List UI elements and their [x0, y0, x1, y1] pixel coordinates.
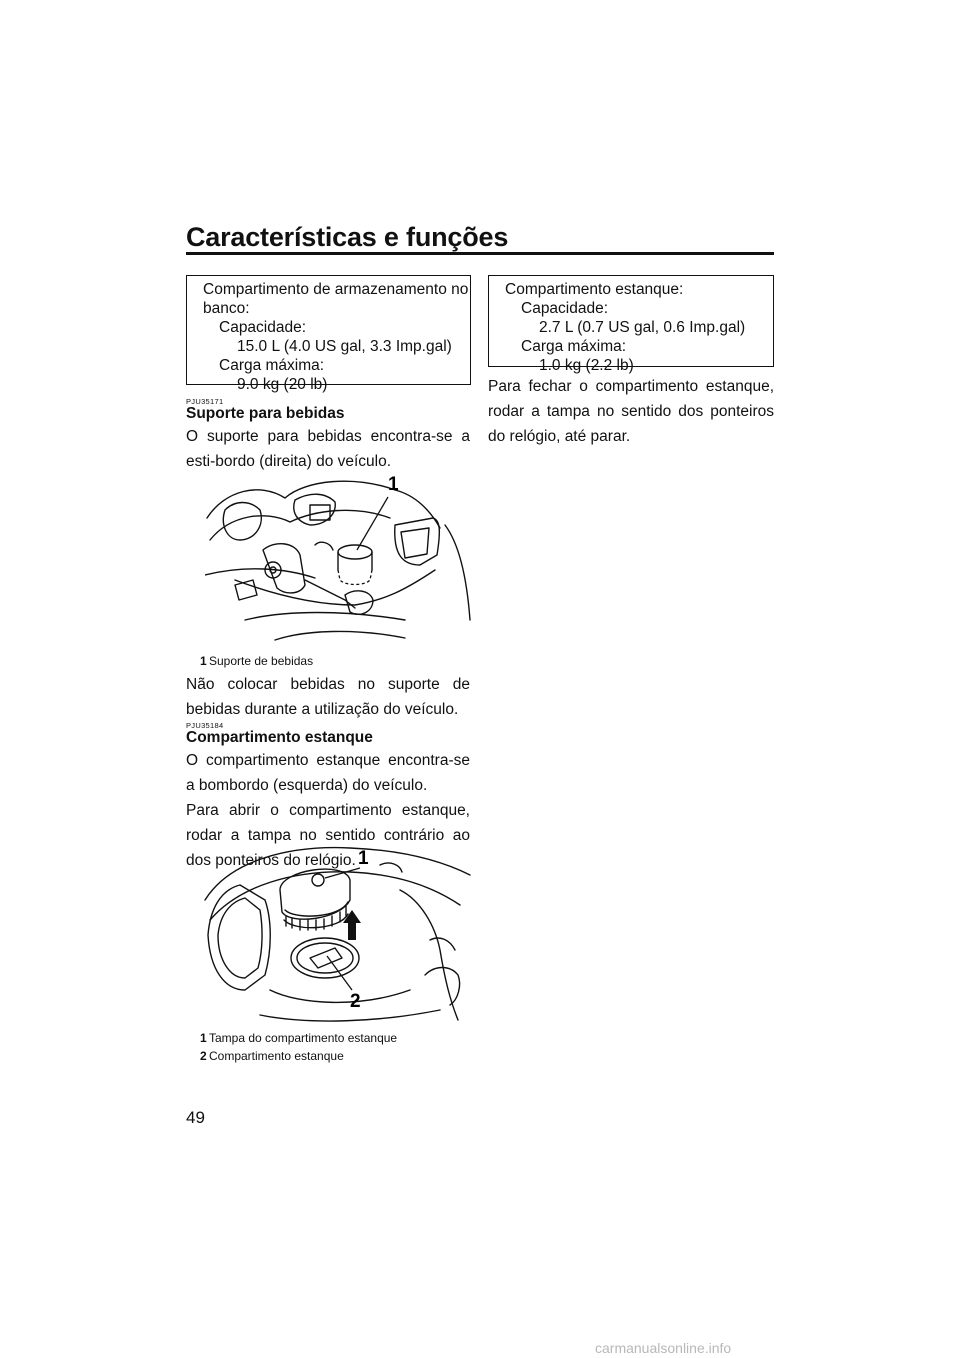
spec-line: Compartimento estanque: [505, 281, 684, 298]
cup-holder-illustration [205, 470, 473, 645]
spec-load-value: 9.0 kg (20 lb) [237, 376, 328, 393]
figure-caption [200, 1029, 397, 1065]
caption-number: 2 [200, 1049, 207, 1063]
section-code: PJU35184 [186, 721, 224, 730]
spec-line: Compartimento de armazenamento no [203, 281, 469, 298]
callout-number: 2 [350, 991, 361, 1012]
spec-line: banco: [203, 300, 250, 317]
title-rule [186, 252, 774, 255]
paragraph: O suporte para bebidas encontra-se a esti-bordo (direita) do veículo. [186, 428, 470, 470]
caption-text: Compartimento estanque [209, 1049, 344, 1063]
spec-capacity-label: Capacidade: [219, 319, 307, 336]
watertight-spec-box [488, 275, 774, 374]
caption-text: Tampa do compartimento estanque [209, 1031, 398, 1045]
page-title: Características e funções [186, 222, 509, 252]
paragraph: Para fechar o compartimento estanque, rodar a tampa no sentido dos ponteiros do relógio, até parar. [488, 378, 774, 445]
paragraph: Para abrir o compartimento estanque, rodar a tampa no sentido contrário ao dos ponteiros do relógio. [186, 802, 470, 869]
caption-number: 1 [200, 1031, 207, 1045]
seat-storage-spec-box [186, 275, 471, 393]
paragraph: Não colocar bebidas no suporte de bebidas durante a utilização do veículo. [186, 676, 470, 718]
spec-capacity-value: 2.7 L (0.7 US gal, 0.6 Imp.gal) [539, 319, 746, 336]
spec-load-label: Carga máxima: [219, 357, 325, 374]
figure-caption [200, 652, 313, 670]
spec-capacity-label: Capacidade: [521, 300, 609, 317]
callout-number: 1 [358, 848, 369, 869]
spec-load-value: 1.0 kg (2.2 lb) [539, 357, 634, 374]
watermark: carmanualsonline.info [595, 1340, 732, 1356]
page-number: 49 [186, 1108, 205, 1127]
caption-line [200, 1029, 397, 1047]
caption-line [200, 1047, 397, 1065]
spec-capacity-value: 15.0 L (4.0 US gal, 3.3 Imp.gal) [237, 338, 452, 355]
callout-number: 1 [388, 474, 399, 495]
spec-load-label: Carga máxima: [521, 338, 627, 355]
section-heading: Suporte para bebidas [186, 405, 345, 422]
watertight-illustration [200, 840, 475, 1025]
section-code: PJU35171 [186, 397, 224, 406]
caption-number: 1 [200, 654, 207, 668]
section-heading: Compartimento estanque [186, 729, 373, 746]
paragraph: O compartimento estanque encontra-se a bombordo (esquerda) do veículo. [186, 752, 470, 794]
caption-text: Suporte de bebidas [209, 654, 314, 668]
